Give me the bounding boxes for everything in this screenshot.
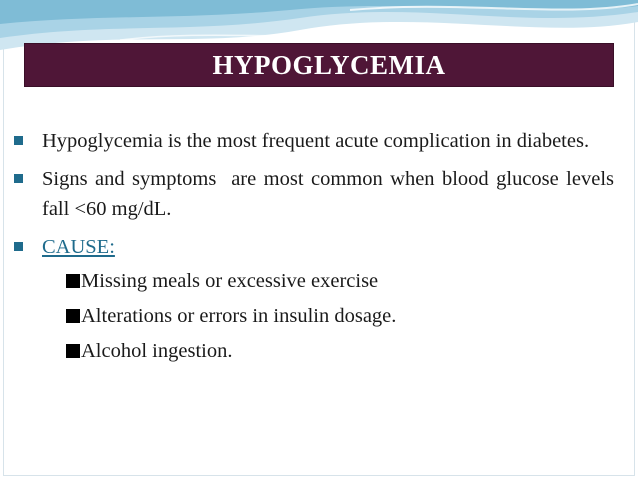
square-sub-bullet-icon [66, 309, 80, 323]
bullet-text: Hypoglycemia is the most frequent acute complication in diabetes. [42, 130, 590, 152]
square-bullet-icon [14, 136, 23, 145]
square-bullet-icon [14, 242, 23, 251]
bullet-item-cause [0, 232, 638, 262]
sub-bullet-item [0, 301, 638, 331]
bullet-text: Signs and symptoms are most common when blood glucose levels fall <60 mg/dL. [42, 168, 620, 220]
sub-bullet-text: Alterations or errors in insulin dosage. [81, 305, 397, 327]
sub-bullet-text: Alcohol ingestion. [81, 340, 233, 362]
sub-bullet-text: Missing meals or excessive exercise [81, 270, 379, 292]
sub-bullet-item [0, 266, 638, 296]
bullet-item [0, 164, 638, 224]
slide-title: HYPOGLYCEMIA [212, 49, 446, 80]
sub-bullet-item [0, 336, 638, 366]
title-bar [24, 43, 614, 87]
bullet-item [0, 126, 638, 156]
square-sub-bullet-icon [66, 344, 80, 358]
square-bullet-icon [14, 174, 23, 183]
square-sub-bullet-icon [66, 274, 80, 288]
cause-label: CAUSE: [42, 236, 115, 258]
slide-content [0, 126, 638, 371]
